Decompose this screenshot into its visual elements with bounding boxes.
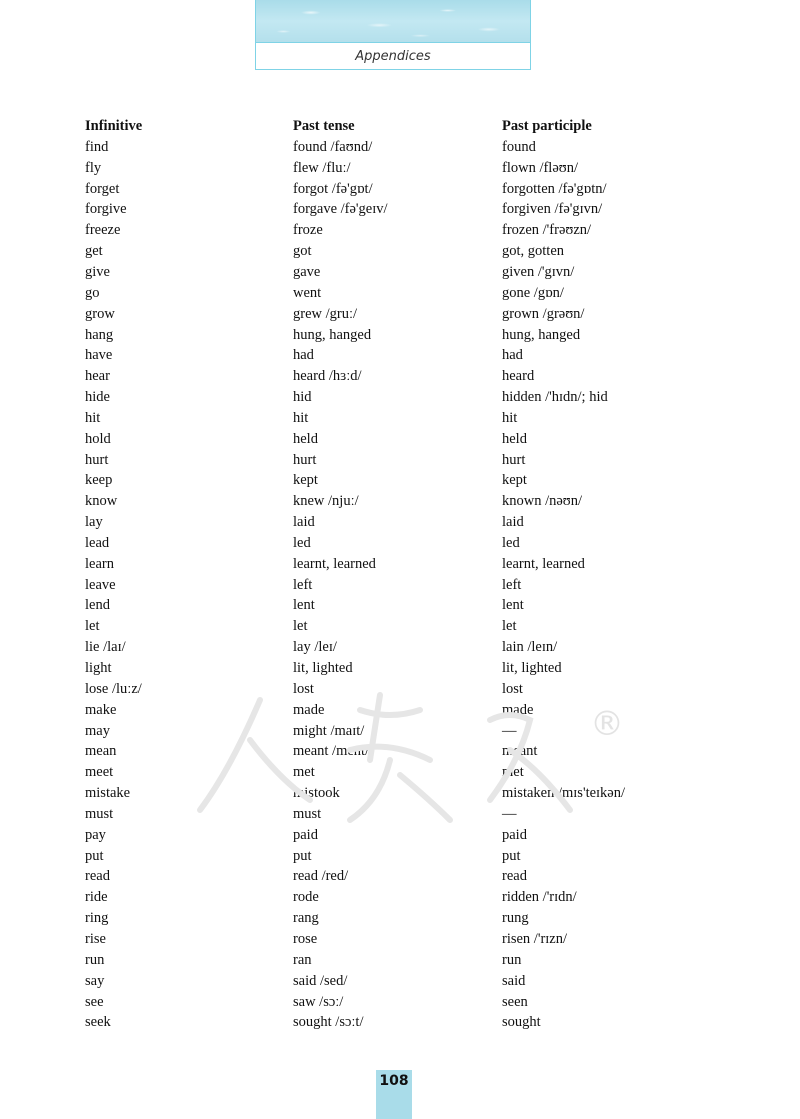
table-row [85,533,725,554]
past-participle-cell: lain /leɪn/ [502,639,558,656]
past-tense-cell: meant /ment/ [293,743,370,760]
table-row [85,762,725,783]
table-row [85,387,725,408]
infinitive-cell: may [85,722,110,739]
table-row [85,241,725,262]
infinitive-cell: hit [85,409,101,426]
infinitive-cell: lie /laɪ/ [85,639,126,656]
past-tense-cell: forgot /fə'gɒt/ [293,180,373,197]
past-tense-cell: paid [293,826,318,843]
past-tense-cell: kept [293,472,318,489]
table-row [85,783,725,804]
infinitive-cell: let [85,618,100,635]
past-participle-cell: met [502,764,524,781]
table-row [85,512,725,533]
infinitive-cell: hide [85,389,110,406]
past-participle-cell: hung, hanged [502,326,581,343]
past-participle-cell: kept [502,472,527,489]
infinitive-cell: ring [85,910,109,927]
past-participle-cell: given /'gɪvn/ [502,263,575,280]
table-row [85,366,725,387]
infinitive-cell: know [85,493,118,510]
past-participle-cell: — [502,805,517,822]
table-row [85,846,725,867]
table-row [85,220,725,241]
past-tense-cell: learnt, learned [293,555,376,572]
past-tense-cell: got [293,243,312,260]
table-row [85,450,725,471]
past-tense-cell: rang [293,910,319,927]
past-participle-cell: lit, lighted [502,660,562,677]
infinitive-cell: lay [85,514,103,531]
past-participle-cell: made [502,701,534,718]
infinitive-cell: lose /luːz/ [85,680,142,697]
infinitive-cell: freeze [85,222,121,239]
past-tense-cell: lent [293,597,315,614]
infinitive-cell: run [85,951,105,968]
past-tense-cell: left [293,576,313,593]
infinitive-cell: put [85,847,104,864]
past-participle-cell: hurt [502,451,526,468]
infinitive-cell: find [85,138,109,155]
table-row [85,429,725,450]
infinitive-cell: keep [85,472,113,489]
table-row [85,471,725,492]
past-tense-cell: found /faʊnd/ [293,138,373,155]
infinitive-cell: go [85,284,100,301]
past-tense-cell: knew /njuː/ [293,493,359,510]
infinitive-cell: seek [85,1014,111,1031]
table-row [85,283,725,304]
infinitive-cell: read [85,868,110,885]
table-row [85,867,725,888]
table-row [85,616,725,637]
past-participle-cell: forgiven /fə'gɪvn/ [502,201,603,218]
past-participle-cell: led [502,534,520,551]
table-row [85,825,725,846]
past-tense-cell: gave [293,263,321,280]
past-participle-cell: lent [502,597,524,614]
infinitive-cell: say [85,972,105,989]
past-participle-cell: let [502,618,517,635]
past-participle-cell: frozen /'frəʊzn/ [502,222,592,239]
table-row [85,658,725,679]
infinitive-cell: hang [85,326,114,343]
infinitive-cell: hear [85,368,110,385]
infinitive-cell: mistake [85,785,131,802]
infinitive-cell: forget [85,180,120,197]
past-participle-cell: hidden /'hɪdn/; hid [502,389,608,406]
past-participle-cell: meant [502,743,538,760]
infinitive-cell: lead [85,534,110,551]
table-body [85,137,725,1033]
past-tense-cell: said /sed/ [293,972,348,989]
table-row [85,637,725,658]
past-tense-cell: laid [293,514,315,531]
section-caption: Appendices [355,49,431,64]
past-tense-cell: forgave /fə'geɪv/ [293,201,388,218]
past-participle-cell: learnt, learned [502,555,585,572]
infinitive-cell: fly [85,159,102,176]
column-header-infinitive: Infinitive [85,117,143,134]
past-participle-cell: seen [502,993,528,1010]
infinitive-cell: leave [85,576,116,593]
table-row [85,345,725,366]
column-header-past-tense: Past tense [293,117,355,134]
table-row [85,491,725,512]
past-participle-cell: lost [502,680,523,697]
table-row [85,992,725,1013]
past-tense-cell: lost [293,680,314,697]
past-tense-cell: froze [293,222,323,239]
table-row [85,575,725,596]
past-participle-cell: grown /grəʊn/ [502,305,585,322]
table-row [85,158,725,179]
past-tense-cell: ran [293,951,312,968]
infinitive-cell: get [85,243,103,260]
verb-table [85,115,725,1033]
past-participle-cell: sought [502,1014,541,1031]
past-tense-cell: hurt [293,451,317,468]
table-row [85,950,725,971]
table-row [85,596,725,617]
past-participle-cell: got, gotten [502,243,565,260]
past-tense-cell: went [293,284,322,301]
past-participle-cell: run [502,951,522,968]
past-participle-cell: rung [502,910,529,927]
past-tense-cell: hid [293,389,312,406]
infinitive-cell: learn [85,555,114,572]
table-row [85,137,725,158]
infinitive-cell: forgive [85,201,127,218]
infinitive-cell: have [85,347,113,364]
table-row [85,325,725,346]
past-tense-cell: mistook [293,785,340,802]
column-header-past-participle: Past participle [502,117,592,134]
infinitive-cell: grow [85,305,115,322]
table-row [85,929,725,950]
past-tense-cell: grew /gruː/ [293,305,358,322]
table-row [85,1012,725,1033]
table-row [85,971,725,992]
past-tense-cell: rose [293,930,318,947]
past-tense-cell: met [293,764,315,781]
past-participle-cell: left [502,576,522,593]
past-tense-cell: saw /sɔː/ [293,993,344,1010]
past-participle-cell: risen /'rɪzn/ [502,930,568,947]
past-tense-cell: lit, lighted [293,660,353,677]
past-tense-cell: read /red/ [293,868,349,885]
table-row [85,741,725,762]
infinitive-cell: meet [85,764,114,781]
past-participle-cell: gone /gɒn/ [502,284,564,301]
past-participle-cell: heard [502,368,535,385]
past-participle-cell: known /nəʊn/ [502,493,583,510]
table-row [85,179,725,200]
infinitive-cell: mean [85,743,117,760]
infinitive-cell: hold [85,430,111,447]
past-participle-cell: had [502,347,523,364]
past-participle-cell: paid [502,826,527,843]
past-tense-cell: put [293,847,312,864]
header-tab [255,0,531,70]
page-number: 108 [376,1070,412,1119]
past-participle-cell: forgotten /fə'gɒtn/ [502,180,607,197]
infinitive-cell: see [85,993,104,1010]
infinitive-cell: ride [85,889,108,906]
table-row [85,408,725,429]
past-tense-cell: held [293,430,318,447]
table-row [85,700,725,721]
infinitive-cell: make [85,701,117,718]
past-participle-cell: read [502,868,527,885]
past-participle-cell: laid [502,514,524,531]
header-water-image [256,0,530,43]
infinitive-cell: lend [85,597,110,614]
infinitive-cell: light [85,660,112,677]
past-participle-cell: hit [502,409,518,426]
past-participle-cell: found [502,138,536,155]
table-row [85,887,725,908]
past-tense-cell: led [293,534,311,551]
past-participle-cell: flown /fləʊn/ [502,159,579,176]
registered-mark: ® [590,704,624,744]
past-participle-cell: put [502,847,521,864]
table-row [85,554,725,575]
table-row [85,200,725,221]
infinitive-cell: hurt [85,451,109,468]
past-tense-cell: heard /hɜːd/ [293,368,362,385]
infinitive-cell: rise [85,930,106,947]
infinitive-cell: pay [85,826,106,843]
past-participle-cell: — [502,722,517,739]
past-tense-cell: rode [293,889,319,906]
past-tense-cell: sought /sɔːt/ [293,1014,364,1031]
past-participle-cell: said [502,972,526,989]
past-tense-cell: flew /fluː/ [293,159,351,176]
past-tense-cell: had [293,347,314,364]
table-row [85,304,725,325]
past-tense-cell: let [293,618,308,635]
past-participle-cell: mistaken /mɪs'teɪkən/ [502,785,626,802]
past-tense-cell: must [293,805,322,822]
table-row [85,908,725,929]
past-tense-cell: might /maɪt/ [293,722,365,739]
past-tense-cell: lay /leɪ/ [293,639,337,656]
table-row [85,804,725,825]
infinitive-cell: give [85,263,110,280]
past-tense-cell: hung, hanged [293,326,372,343]
past-tense-cell: hit [293,409,309,426]
past-tense-cell: made [293,701,325,718]
table-row [85,679,725,700]
infinitive-cell: must [85,805,114,822]
table-row [85,262,725,283]
table-row [85,721,725,742]
table-header-row [85,115,725,137]
past-participle-cell: held [502,430,527,447]
past-participle-cell: ridden /'rɪdn/ [502,889,577,906]
